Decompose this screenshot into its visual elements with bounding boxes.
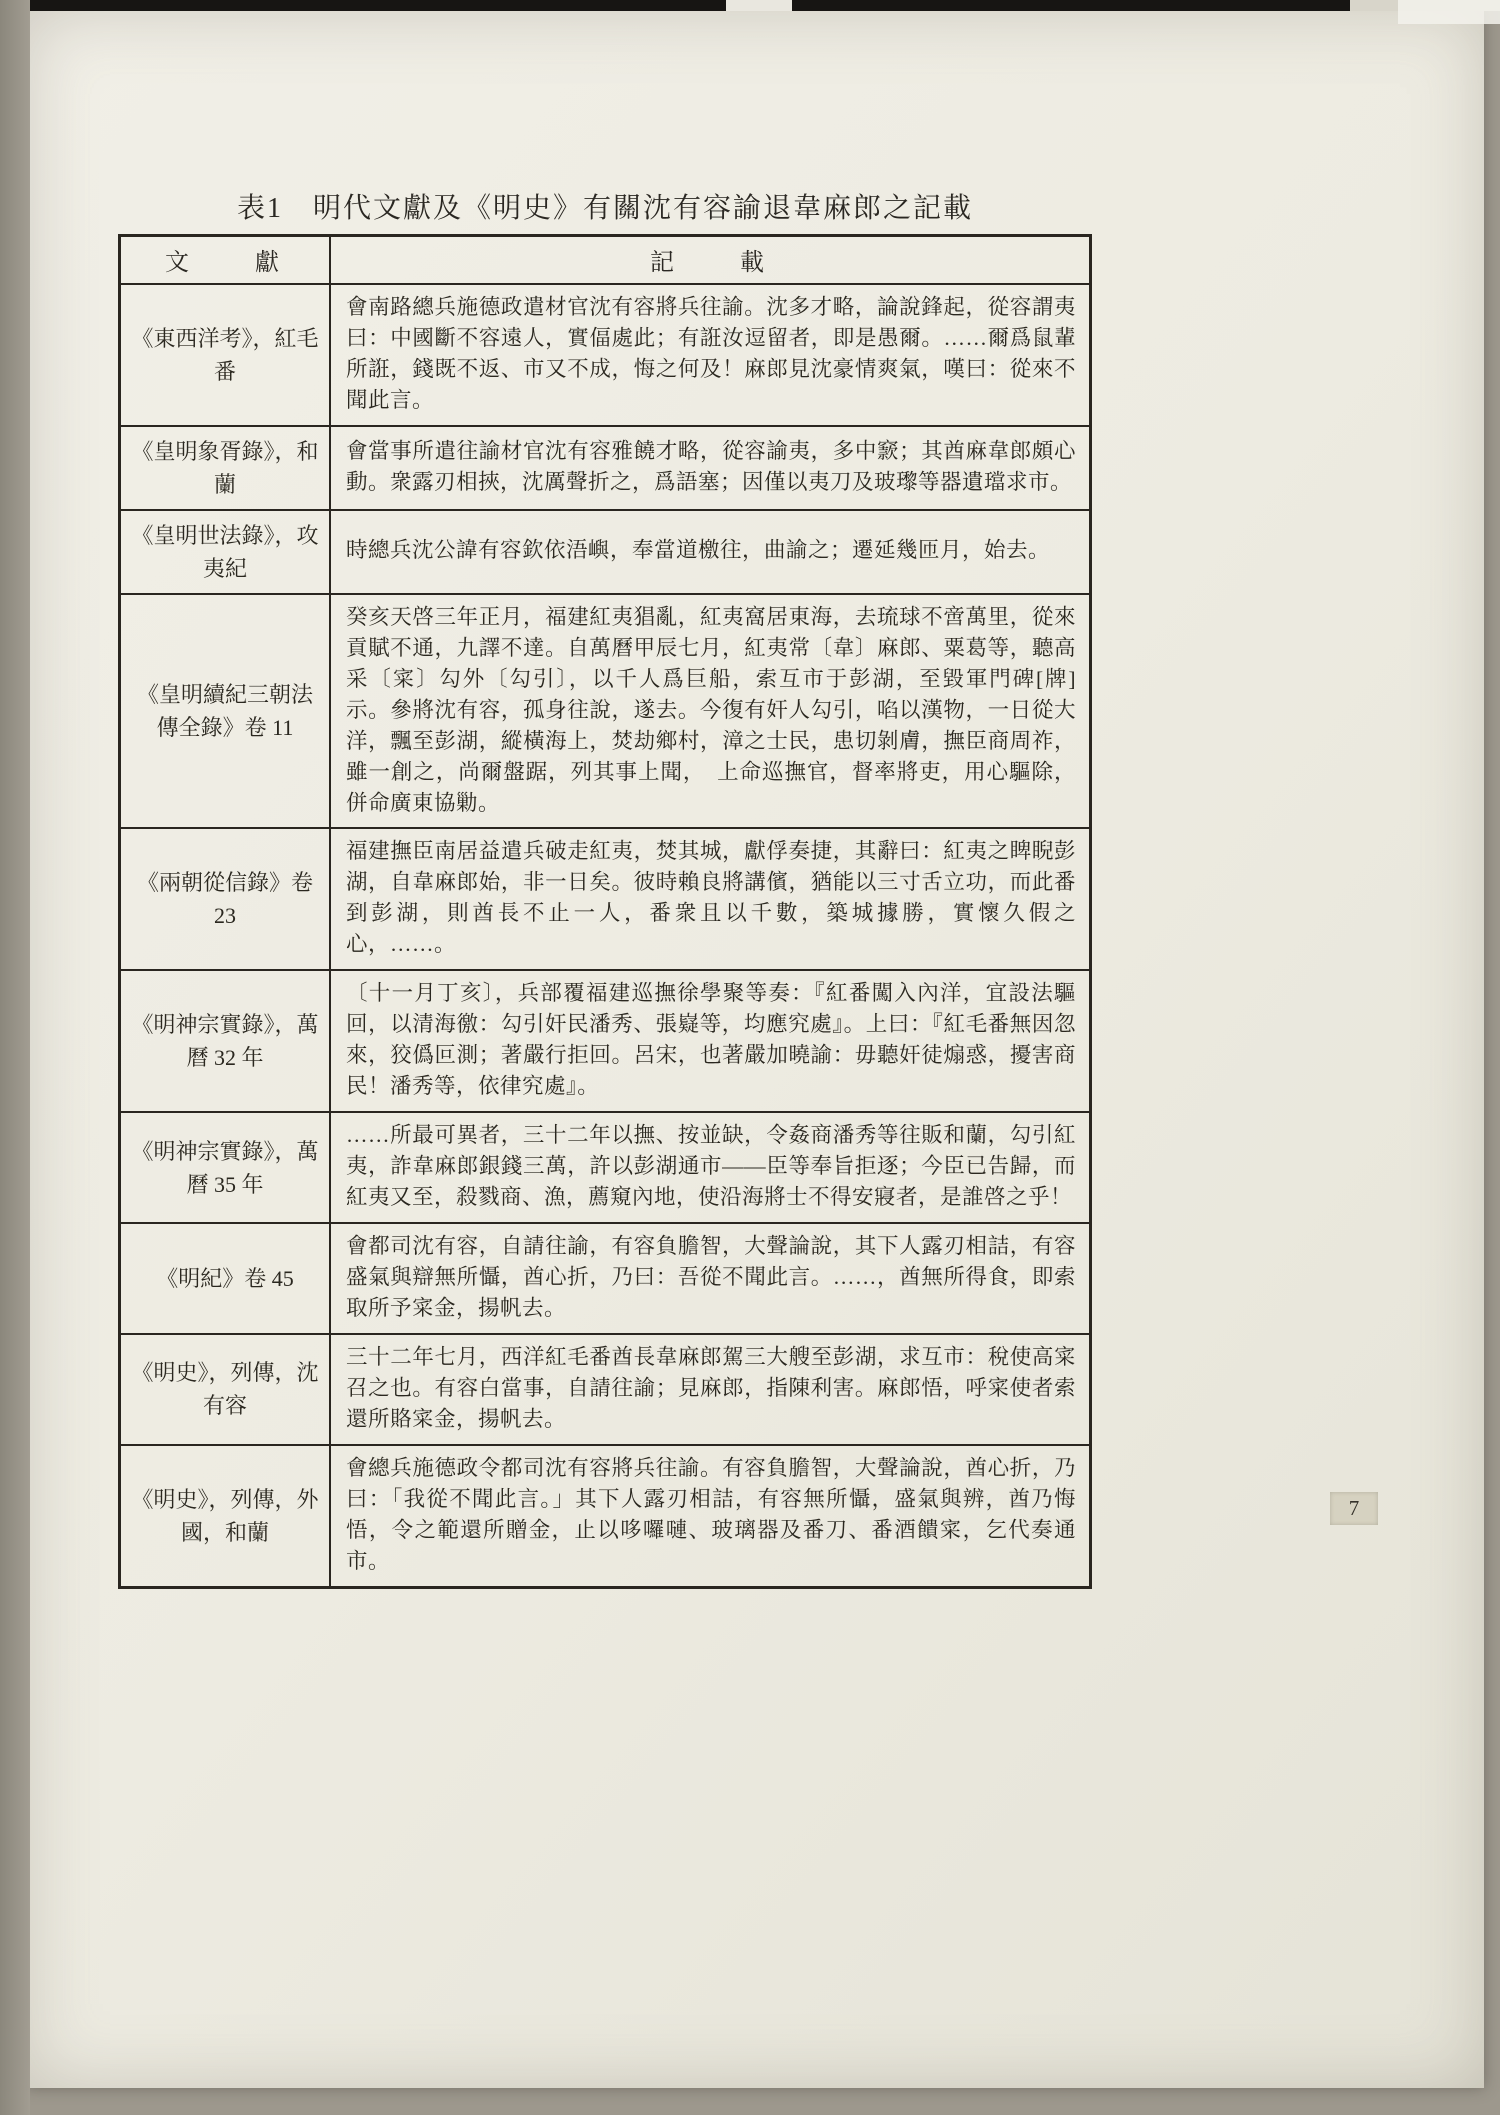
source-cell: 《明紀》卷 45	[120, 1223, 331, 1334]
record-cell: 會南路總兵施德政遣材官沈有容將兵往諭。沈多才略，論說鋒起，從容謂夷曰：中國斷不容遠人，實偪處此；有誑汝逗留者，即是愚爾。……爾爲鼠輩所誑，錢既不返、市又不成，悔之何及！麻郎見沈豪情爽氣，嘆曰：從來不聞此言。	[330, 284, 1091, 426]
header-source: 文 獻	[120, 236, 331, 285]
source-cell: 《明史》，列傳，沈有容	[120, 1334, 331, 1445]
source-cell: 《明神宗實錄》，萬曆 32 年	[120, 970, 331, 1112]
source-cell: 《皇明象胥錄》，和蘭	[120, 426, 331, 510]
table-row	[120, 594, 1091, 829]
table-row	[120, 1223, 1091, 1334]
page-number: 7	[1330, 1492, 1378, 1525]
record-cell: 會都司沈有容，自請往諭，有容負膽智，大聲論說，其下人露刃相詰，有容盛氣與辯無所懾，酋心折，乃曰：吾從不聞此言。……，酋無所得食，即索取所予寀金，揚帆去。	[330, 1223, 1091, 1334]
record-cell: 福建撫臣南居益遣兵破走紅夷，焚其城，獻俘奏捷，其辭曰：紅夷之睥睨彭湖，自韋麻郎始，非一日矣。彼時賴良將講儐，猶能以三寸舌立功，而此番到彭湖，則酋長不止一人，番衆且以千數，築城據勝，實懷久假之心，……。	[330, 828, 1091, 970]
source-cell: 《皇明世法錄》，攻夷紀	[120, 510, 331, 594]
record-cell: 會當事所遣往諭材官沈有容雅饒才略，從容諭夷，多中窾；其酋麻韋郎頗心動。衆露刃相挾，沈厲聲折之，爲語塞；因僅以夷刀及玻瓈等器遺璫求市。	[330, 426, 1091, 510]
records-table	[118, 234, 1092, 1589]
record-cell: 時總兵沈公諱有容欽依浯嶼，奉當道檄往，曲諭之；遷延幾匝月，始去。	[330, 510, 1091, 594]
source-cell: 《皇明續紀三朝法傳全錄》卷 11	[120, 594, 331, 829]
scan-artifact-gap	[726, 0, 792, 11]
table-row	[120, 284, 1091, 426]
table-row	[120, 1334, 1091, 1445]
record-cell: ……所最可異者，三十二年以撫、按並缺，令姦商潘秀等往販和蘭，勾引紅夷，詐韋麻郎銀錢三萬，許以彭湖通市——臣等奉旨拒逐；今臣已告歸，而紅夷又至，殺戮商、漁，薦窺內地，使沿海將士不得安寢者，是誰啓之乎！	[330, 1112, 1091, 1223]
scan-artifact-left-shade	[0, 0, 30, 2115]
scan-artifact-corner	[1398, 0, 1500, 24]
source-cell: 《明神宗實錄》，萬曆 35 年	[120, 1112, 331, 1223]
record-cell: 會總兵施德政令都司沈有容將兵往諭。有容負膽智，大聲論說，酋心折，乃曰：「我從不聞此言。」其下人露刃相詰，有容無所懾，盛氣與辨，酋乃悔悟，令之範還所贈金，止以哆囉嗹、玻璃器及番刀、番酒饋寀，乞代奏通市。	[330, 1445, 1091, 1587]
table-title: 表1 明代文獻及《明史》有關沈有容諭退韋麻郎之記載	[236, 193, 973, 224]
record-cell: 癸亥天啓三年正月，福建紅夷猖亂，紅夷窩居東海，去琉球不啻萬里，從來貢賦不通，九譯不達。自萬曆甲辰七月，紅夷常〔韋〕麻郎、粟葛等，聽高采〔寀〕勾外〔勾引〕，以千人爲巨船，索互市于彭湖，至毀軍門碑[牌]示。參將沈有容，孤身往說，遂去。今復有奸人勾引，啗以漢物，一日從大洋，飄至彭湖，縱橫海上，焚劫鄉村，漳之士民，患切剝膚，撫臣商周祚，雖一創之，尚爾盤踞，列其事上聞， 上命巡撫官，督率將吏，用心驅除，併命廣東協勦。	[330, 594, 1091, 829]
table-row	[120, 970, 1091, 1112]
source-cell: 《東西洋考》，紅毛番	[120, 284, 331, 426]
source-cell: 《兩朝從信錄》卷 23	[120, 828, 331, 970]
record-cell: 〔十一月丁亥〕，兵部覆福建巡撫徐學聚等奏：『紅番闖入內洋，宜設法驅回，以清海徼：勾引奸民潘秀、張嶷等，均應究處』。上曰：『紅毛番無因忽來，狡僞叵測；著嚴行拒回。呂宋，也著嚴加曉諭：毋聽奸徒煽惑，擾害商民！潘秀等，依律究處』。	[330, 970, 1091, 1112]
table-row	[120, 828, 1091, 970]
header-record: 記 載	[330, 236, 1091, 285]
table-row	[120, 1112, 1091, 1223]
table-row	[120, 510, 1091, 594]
header-row	[120, 236, 1091, 285]
source-cell: 《明史》，列傳，外國，和蘭	[120, 1445, 331, 1587]
table-row	[120, 426, 1091, 510]
table-row	[120, 1445, 1091, 1587]
record-cell: 三十二年七月，西洋紅毛番酋長韋麻郎駕三大艘至彭湖，求互市：稅使高寀召之也。有容白當事，自請往諭；見麻郎，指陳利害。麻郎悟，呼寀使者索還所賂寀金，揚帆去。	[330, 1334, 1091, 1445]
